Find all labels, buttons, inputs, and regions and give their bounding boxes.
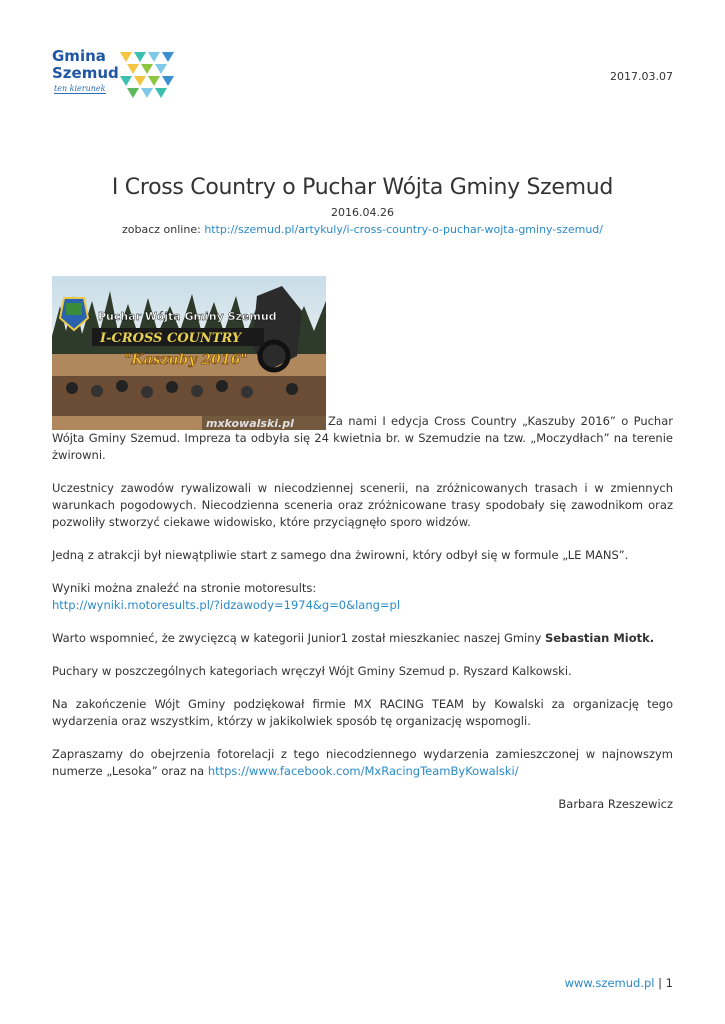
logo-triangles-icon xyxy=(118,50,178,102)
paragraph-5 xyxy=(52,630,673,647)
page-number: 1 xyxy=(665,976,673,990)
banner-line1: Puchar Wójta Gminy Szemud xyxy=(98,310,277,323)
facebook-link[interactable]: https://www.facebook.com/MxRacingTeamByKowalski/ xyxy=(207,764,519,778)
logo-line2: Szemud xyxy=(52,64,119,82)
logo-wordmark xyxy=(52,48,119,82)
winner-text: Warto wspomnieć, że zwycięzcą w kategorii Junior1 został mieszkaniec naszej Gminy xyxy=(52,631,546,645)
publication-date: 2016.04.26 xyxy=(331,206,394,219)
logo-tagline: ten kierunek xyxy=(54,84,106,93)
event-banner-image xyxy=(52,276,326,430)
article-title: I Cross Country o Puchar Wójta Gminy Szemud xyxy=(111,175,614,200)
author-signature: Barbara Rzeszewicz xyxy=(558,797,673,811)
logo-line1: Gmina xyxy=(52,47,106,65)
page-footer xyxy=(565,976,673,990)
banner-line3: "Kaszuby 2016" xyxy=(124,352,248,368)
results-text: Wyniki można znaleźć na stronie motoresults: xyxy=(52,581,317,595)
footer-site-link[interactable]: www.szemud.pl xyxy=(564,976,655,990)
online-url-link[interactable]: http://szemud.pl/artykuly/i-cross-country-o-puchar-wojta-gminy-szemud/ xyxy=(204,223,603,236)
paragraph-8 xyxy=(52,746,673,780)
online-link-line xyxy=(0,223,725,236)
results-link[interactable]: http://wyniki.motoresults.pl/?idzawody=1974&g=0&lang=pl xyxy=(52,598,401,612)
paragraph-intro xyxy=(52,276,673,464)
paragraph-4 xyxy=(52,580,673,614)
paragraph-3: Jedną z atrakcji był niewątpliwie start z samego dna żwirowni, który odbył się w formule „LE MANS”. xyxy=(52,548,629,562)
gmina-szemud-logo xyxy=(52,48,182,104)
paragraph-2: Uczestnicy zawodów rywalizowali w niecodziennej scenerii, na zróżnicowanych trasach i w zmiennych warunkach pogodowych. Niecodzienna sceneria oraz zróżnicowane trasy spodobały się zawodnikom oraz pozwoliły stworzyć ciekawe widowisko, które przyciągnęło sporo widzów. xyxy=(52,481,673,529)
invite-text: Zapraszamy do obejrzenia fotorelacji z tego niecodziennego wydarzenia zamieszczonej w najnowszym numerze „Lesoka” oraz na xyxy=(52,747,673,778)
footer-separator: | xyxy=(654,976,666,990)
paragraph-6: Puchary w poszczególnych kategoriach wręczył Wójt Gminy Szemud p. Ryszard Kalkowski. xyxy=(52,664,572,678)
article-body xyxy=(52,276,673,829)
paragraph-intro-text: Za nami I edycja Cross Country „Kaszuby 2016” o Puchar Wójta Gminy Szemud. Impreza ta odbyła się 24 kwietnia br. w Szemudzie na tzw. „Moczydłach” na terenie żwirowni. xyxy=(52,414,673,462)
paragraph-7: Na zakończenie Wójt Gminy podziękował firmie MX RACING TEAM by Kowalski za organizację tego wydarzenia oraz wszystkim, którzy w jakikolwiek sposób tę organizację wspomogli. xyxy=(52,697,673,728)
header-date: 2017.03.07 xyxy=(610,70,673,83)
online-label: zobacz online: xyxy=(122,223,201,236)
banner-watermark: mxkowalski.pl xyxy=(206,417,294,430)
banner-line2: I-CROSS COUNTRY xyxy=(100,331,242,346)
winner-name: Sebastian Miotk. xyxy=(545,631,655,645)
